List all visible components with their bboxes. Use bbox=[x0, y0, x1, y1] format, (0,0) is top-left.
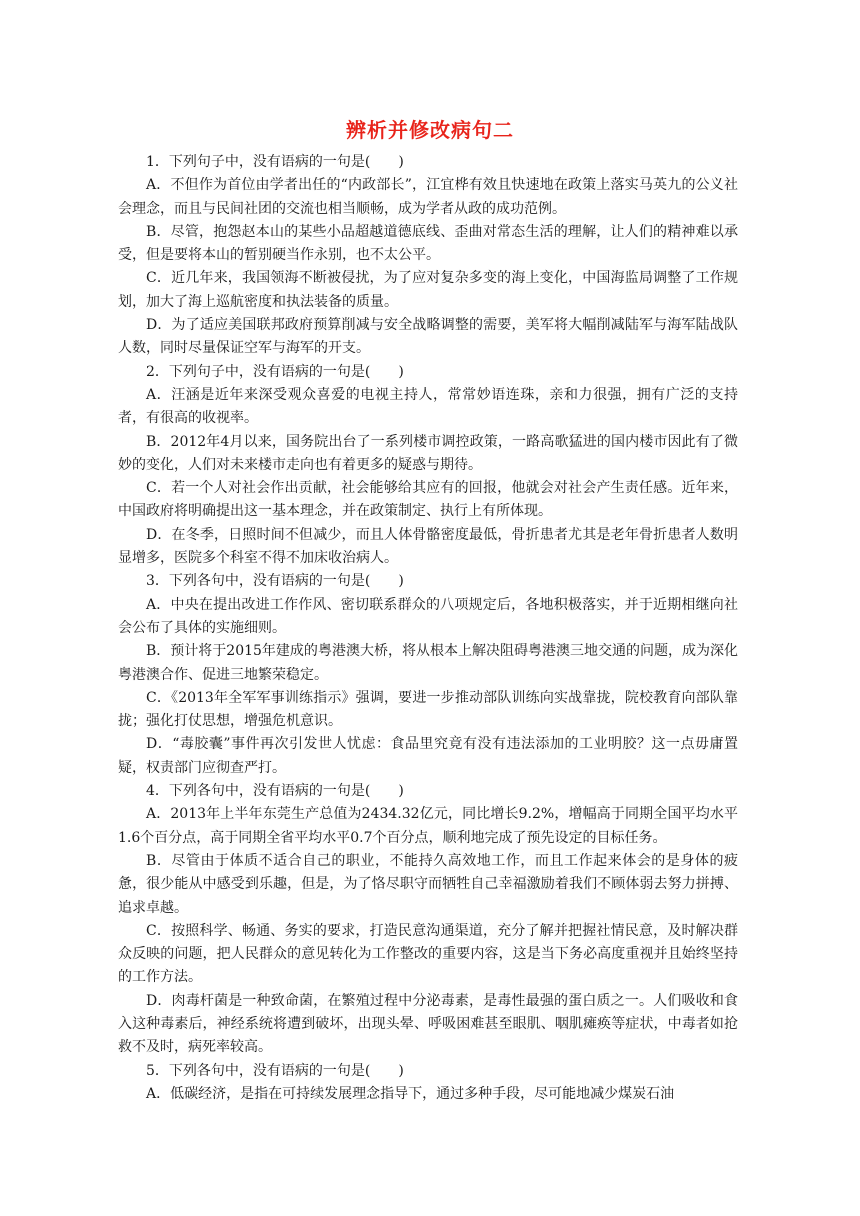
answer-option: B．预计将于2015年建成的粤港澳大桥，将从根本上解决阻碍粤港澳三地交通的问题，成为深化粤港澳合作、促进三地繁荣稳定。 bbox=[118, 643, 738, 683]
answer-option: B．2012年4月以来，国务院出台了一系列楼市调控政策，一路高歌猛进的国内楼市因此有了微妙的变化，人们对未来楼市走向也有着更多的疑惑与期待。 bbox=[118, 433, 738, 473]
answer-option: C．近几年来，我国领海不断被侵扰，为了应对复杂多变的海上变化，中国海监局调整了工作规划，加大了海上巡航密度和执法装备的质量。 bbox=[118, 270, 738, 310]
question-stem: 1．下列句子中，没有语病的一句是( ) bbox=[146, 154, 404, 170]
answer-option: D．在冬季，日照时间不但减少，而且人体骨骼密度最低，骨折患者尤其是老年骨折患者人数明显增多，医院多个科室不得不加床收治病人。 bbox=[118, 526, 738, 567]
answer-option: C．按照科学、畅通、务实的要求，打造民意沟通渠道，充分了解并把握社情民意，及时解决群众反映的问题，把人民群众的意见转化为工作整改的重要内容，这是当下务必高度重视并且始终坚持的工作方法。 bbox=[118, 922, 738, 986]
answer-option: D．肉毒杆菌是一种致命菌，在繁殖过程中分泌毒素，是毒性最强的蛋白质之一。人们吸收和食入这种毒素后，神经系统将遭到破坏，出现头晕、呼吸困难甚至眼肌、咽肌瘫痪等症状，中毒者如抢救不及时，病死率较高。 bbox=[118, 992, 738, 1056]
question-stem: 5．下列各句中，没有语病的一句是( ) bbox=[146, 1062, 404, 1079]
answer-option: C．《2013年全军军事训练指示》强调，要进一步推动部队训练向实战靠拢，院校教育向部队靠拢；强化打仗思想，增强危机意识。 bbox=[118, 689, 738, 730]
answer-option: A．2013年上半年东莞生产总值为2434.32亿元，同比增长9.2%，增幅高于同期全国平均水平1.6个百分点，高于同期全省平均水平0.7个百分点，顺利地完成了预先设定的目标任务。 bbox=[118, 806, 738, 846]
answer-option: D．为了适应美国联邦政府预算削减与安全战略调整的需要，美军将大幅削减陆军与海军陆战队人数，同时尽量保证空军与海军的开支。 bbox=[118, 317, 738, 357]
answer-option: C．若一个人对社会作出贡献，社会能够给其应有的回报，他就会对社会产生责任感。近年来，中国政府将明确提出这一基本理念，并在政策制定、执行上有所体现。 bbox=[118, 480, 738, 520]
question-stem: 4．下列各句中，没有语病的一句是( ) bbox=[146, 783, 404, 800]
question-stem: 2．下列句子中，没有语病的一句是( ) bbox=[146, 363, 404, 380]
answer-option: A．不但作为首位由学者出任的“内政部长”，江宜桦有效且快速地在政策上落实马英九的公义社会理念，而且与民间社团的交流也相当顺畅，成为学者从政的成功范例。 bbox=[118, 177, 738, 217]
answer-option: B．尽管由于体质不适合自己的职业，不能持久高效地工作，而且工作起来体会的是身体的疲惫，很少能从中感受到乐趣，但是，为了恪尽职守而牺牲自己幸福激励着我们不顾体弱去努力拼搏、追求卓越。 bbox=[118, 852, 738, 916]
page-title: 辨析并修改病句二 bbox=[346, 118, 514, 142]
document-body bbox=[118, 151, 738, 1106]
question-stem: 3．下列各句中，没有语病的一句是( ) bbox=[146, 573, 404, 590]
answer-option: B．尽管，抱怨赵本山的某些小品超越道德底线、歪曲对常态生活的理解，让人们的精神难以承受，但是要将本山的暂别硬当作永别，也不太公平。 bbox=[118, 223, 738, 264]
answer-option: A．中央在提出改进工作作风、密切联系群众的八项规定后，各地积极落实，并于近期相继向社会公布了具体的实施细则。 bbox=[118, 596, 738, 636]
answer-option: D．“毒胶囊”事件再次引发世人忧虑：食品里究竟有没有违法添加的工业明胶？这一点毋庸置疑，权责部门应彻查严打。 bbox=[118, 736, 738, 776]
answer-option: A．汪涵是近年来深受观众喜爱的电视主持人，常常妙语连珠，亲和力很强，拥有广泛的支持者，有很高的收视率。 bbox=[118, 386, 738, 427]
answer-option: A．低碳经济，是指在可持续发展理念指导下，通过多种手段，尽可能地减少煤炭石油 bbox=[146, 1085, 675, 1102]
